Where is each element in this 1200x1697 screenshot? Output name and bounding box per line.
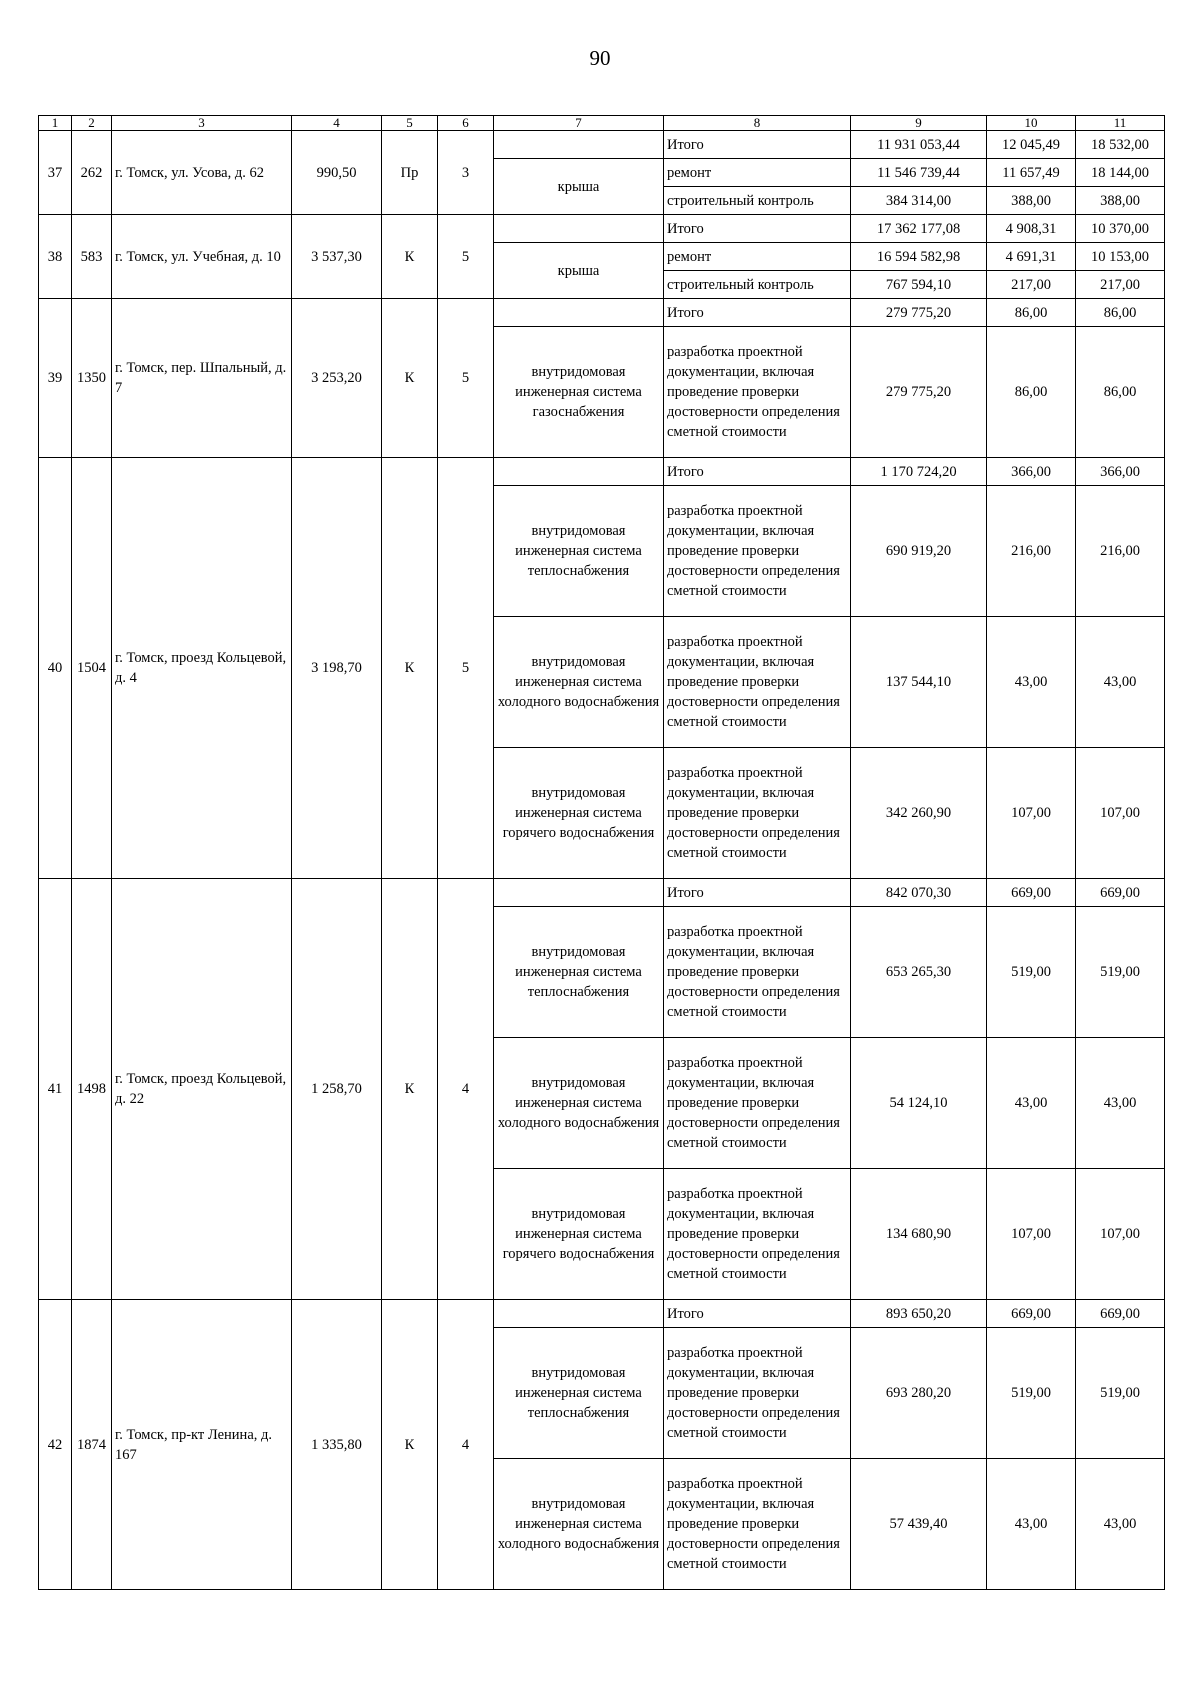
max-cost-cell: 10 370,00 bbox=[1076, 215, 1165, 243]
work-label-cell: Итого bbox=[664, 299, 851, 327]
cost-cell: 16 594 582,98 bbox=[851, 243, 987, 271]
object-code-cell: 1498 bbox=[72, 879, 112, 1300]
work-label-cell: разработка проектной документации, включая проведение проверки достоверности определения сметной стоимости bbox=[664, 1459, 851, 1590]
unit-cost-cell: 43,00 bbox=[987, 1038, 1076, 1169]
page-number: 90 bbox=[589, 46, 611, 70]
unit-cost-cell: 388,00 bbox=[987, 187, 1076, 215]
system-cell-empty bbox=[494, 299, 664, 327]
cost-cell: 342 260,90 bbox=[851, 748, 987, 879]
max-cost-cell: 43,00 bbox=[1076, 617, 1165, 748]
max-cost-cell: 216,00 bbox=[1076, 486, 1165, 617]
area-cell: 3 537,30 bbox=[292, 215, 382, 299]
area-cell: 1 335,80 bbox=[292, 1300, 382, 1590]
max-cost-cell: 519,00 bbox=[1076, 907, 1165, 1038]
cost-cell: 693 280,20 bbox=[851, 1328, 987, 1459]
object-code-cell: 583 bbox=[72, 215, 112, 299]
unit-cost-cell: 217,00 bbox=[987, 271, 1076, 299]
column-number: 10 bbox=[987, 116, 1076, 131]
work-label-cell: разработка проектной документации, включая проведение проверки достоверности определения сметной стоимости bbox=[664, 486, 851, 617]
address-cell: г. Томск, ул. Усова, д. 62 bbox=[112, 131, 292, 215]
object-code-cell: 1874 bbox=[72, 1300, 112, 1590]
system-cell: внутридомовая инженерная система теплоснабжения bbox=[494, 486, 664, 617]
object-code-cell: 1504 bbox=[72, 458, 112, 879]
cost-cell: 11 931 053,44 bbox=[851, 131, 987, 159]
cost-cell: 653 265,30 bbox=[851, 907, 987, 1038]
wall-type-cell: К bbox=[382, 879, 438, 1300]
object-code-cell: 1350 bbox=[72, 299, 112, 458]
column-number: 5 bbox=[382, 116, 438, 131]
work-label-cell: Итого bbox=[664, 215, 851, 243]
address-cell: г. Томск, пер. Шпальный, д. 7 bbox=[112, 299, 292, 458]
floors-cell: 5 bbox=[438, 215, 494, 299]
area-cell: 990,50 bbox=[292, 131, 382, 215]
column-number: 11 bbox=[1076, 116, 1165, 131]
unit-cost-cell: 107,00 bbox=[987, 748, 1076, 879]
max-cost-cell: 86,00 bbox=[1076, 299, 1165, 327]
system-cell: внутридомовая инженерная система теплоснабжения bbox=[494, 907, 664, 1038]
column-number-row bbox=[39, 116, 1165, 131]
cost-cell: 384 314,00 bbox=[851, 187, 987, 215]
wall-type-cell: К bbox=[382, 1300, 438, 1590]
work-label-cell: ремонт bbox=[664, 159, 851, 187]
max-cost-cell: 18 532,00 bbox=[1076, 131, 1165, 159]
column-number: 1 bbox=[39, 116, 72, 131]
unit-cost-cell: 669,00 bbox=[987, 1300, 1076, 1328]
work-label-cell: разработка проектной документации, включая проведение проверки достоверности определения сметной стоимости bbox=[664, 1328, 851, 1459]
max-cost-cell: 86,00 bbox=[1076, 327, 1165, 458]
wall-type-cell: К bbox=[382, 458, 438, 879]
total-row bbox=[39, 1300, 1165, 1328]
row-number-cell: 41 bbox=[39, 879, 72, 1300]
max-cost-cell: 10 153,00 bbox=[1076, 243, 1165, 271]
work-label-cell: Итого bbox=[664, 131, 851, 159]
cost-cell: 767 594,10 bbox=[851, 271, 987, 299]
unit-cost-cell: 86,00 bbox=[987, 327, 1076, 458]
cost-cell: 893 650,20 bbox=[851, 1300, 987, 1328]
max-cost-cell: 519,00 bbox=[1076, 1328, 1165, 1459]
unit-cost-cell: 43,00 bbox=[987, 617, 1076, 748]
wall-type-cell: К bbox=[382, 215, 438, 299]
max-cost-cell: 43,00 bbox=[1076, 1459, 1165, 1590]
area-cell: 3 253,20 bbox=[292, 299, 382, 458]
max-cost-cell: 107,00 bbox=[1076, 748, 1165, 879]
total-row bbox=[39, 458, 1165, 486]
cost-cell: 134 680,90 bbox=[851, 1169, 987, 1300]
unit-cost-cell: 216,00 bbox=[987, 486, 1076, 617]
unit-cost-cell: 519,00 bbox=[987, 1328, 1076, 1459]
max-cost-cell: 366,00 bbox=[1076, 458, 1165, 486]
cost-cell: 17 362 177,08 bbox=[851, 215, 987, 243]
max-cost-cell: 217,00 bbox=[1076, 271, 1165, 299]
work-label-cell: разработка проектной документации, включая проведение проверки достоверности определения сметной стоимости bbox=[664, 1038, 851, 1169]
system-cell: внутридомовая инженерная система холодного водоснабжения bbox=[494, 1038, 664, 1169]
max-cost-cell: 669,00 bbox=[1076, 1300, 1165, 1328]
row-number-cell: 42 bbox=[39, 1300, 72, 1590]
column-number: 9 bbox=[851, 116, 987, 131]
address-cell: г. Томск, проезд Кольцевой, д. 4 bbox=[112, 458, 292, 879]
total-row bbox=[39, 879, 1165, 907]
system-cell: крыша bbox=[494, 243, 664, 299]
area-cell: 3 198,70 bbox=[292, 458, 382, 879]
work-label-cell: строительный контроль bbox=[664, 187, 851, 215]
unit-cost-cell: 86,00 bbox=[987, 299, 1076, 327]
cost-cell: 1 170 724,20 bbox=[851, 458, 987, 486]
object-code-cell: 262 bbox=[72, 131, 112, 215]
work-label-cell: разработка проектной документации, включая проведение проверки достоверности определения сметной стоимости bbox=[664, 1169, 851, 1300]
unit-cost-cell: 107,00 bbox=[987, 1169, 1076, 1300]
floors-cell: 4 bbox=[438, 1300, 494, 1590]
work-label-cell: Итого bbox=[664, 458, 851, 486]
total-row bbox=[39, 215, 1165, 243]
unit-cost-cell: 4 908,31 bbox=[987, 215, 1076, 243]
system-cell: внутридомовая инженерная система теплоснабжения bbox=[494, 1328, 664, 1459]
system-cell-empty bbox=[494, 215, 664, 243]
total-row bbox=[39, 131, 1165, 159]
system-cell-empty bbox=[494, 1300, 664, 1328]
max-cost-cell: 388,00 bbox=[1076, 187, 1165, 215]
column-number: 8 bbox=[664, 116, 851, 131]
cost-cell: 137 544,10 bbox=[851, 617, 987, 748]
unit-cost-cell: 11 657,49 bbox=[987, 159, 1076, 187]
area-cell: 1 258,70 bbox=[292, 879, 382, 1300]
cost-cell: 842 070,30 bbox=[851, 879, 987, 907]
work-label-cell: ремонт bbox=[664, 243, 851, 271]
work-label-cell: разработка проектной документации, включая проведение проверки достоверности определения сметной стоимости bbox=[664, 617, 851, 748]
cost-cell: 279 775,20 bbox=[851, 327, 987, 458]
row-number-cell: 39 bbox=[39, 299, 72, 458]
cost-cell: 57 439,40 bbox=[851, 1459, 987, 1590]
address-cell: г. Томск, пр-кт Ленина, д. 167 bbox=[112, 1300, 292, 1590]
system-cell: внутридомовая инженерная система холодного водоснабжения bbox=[494, 1459, 664, 1590]
cost-cell: 690 919,20 bbox=[851, 486, 987, 617]
unit-cost-cell: 12 045,49 bbox=[987, 131, 1076, 159]
unit-cost-cell: 43,00 bbox=[987, 1459, 1076, 1590]
work-label-cell: разработка проектной документации, включая проведение проверки достоверности определения сметной стоимости bbox=[664, 327, 851, 458]
column-number: 4 bbox=[292, 116, 382, 131]
work-label-cell: Итого bbox=[664, 1300, 851, 1328]
floors-cell: 5 bbox=[438, 299, 494, 458]
max-cost-cell: 669,00 bbox=[1076, 879, 1165, 907]
cost-cell: 279 775,20 bbox=[851, 299, 987, 327]
column-number: 3 bbox=[112, 116, 292, 131]
floors-cell: 4 bbox=[438, 879, 494, 1300]
max-cost-cell: 107,00 bbox=[1076, 1169, 1165, 1300]
address-cell: г. Томск, ул. Учебная, д. 10 bbox=[112, 215, 292, 299]
unit-cost-cell: 366,00 bbox=[987, 458, 1076, 486]
system-cell-empty bbox=[494, 879, 664, 907]
address-cell: г. Томск, проезд Кольцевой, д. 22 bbox=[112, 879, 292, 1300]
work-label-cell: строительный контроль bbox=[664, 271, 851, 299]
system-cell-empty bbox=[494, 458, 664, 486]
row-number-cell: 37 bbox=[39, 131, 72, 215]
column-number: 7 bbox=[494, 116, 664, 131]
column-number: 6 bbox=[438, 116, 494, 131]
system-cell: внутридомовая инженерная система газоснабжения bbox=[494, 327, 664, 458]
cost-cell: 54 124,10 bbox=[851, 1038, 987, 1169]
system-cell: крыша bbox=[494, 159, 664, 215]
max-cost-cell: 18 144,00 bbox=[1076, 159, 1165, 187]
work-label-cell: Итого bbox=[664, 879, 851, 907]
row-number-cell: 38 bbox=[39, 215, 72, 299]
unit-cost-cell: 669,00 bbox=[987, 879, 1076, 907]
system-cell: внутридомовая инженерная система горячего водоснабжения bbox=[494, 1169, 664, 1300]
unit-cost-cell: 519,00 bbox=[987, 907, 1076, 1038]
wall-type-cell: К bbox=[382, 299, 438, 458]
max-cost-cell: 43,00 bbox=[1076, 1038, 1165, 1169]
system-cell: внутридомовая инженерная система холодного водоснабжения bbox=[494, 617, 664, 748]
system-cell-empty bbox=[494, 131, 664, 159]
unit-cost-cell: 4 691,31 bbox=[987, 243, 1076, 271]
row-number-cell: 40 bbox=[39, 458, 72, 879]
floors-cell: 5 bbox=[438, 458, 494, 879]
system-cell: внутридомовая инженерная система горячего водоснабжения bbox=[494, 748, 664, 879]
capital-repair-table bbox=[38, 115, 1165, 1590]
cost-cell: 11 546 739,44 bbox=[851, 159, 987, 187]
floors-cell: 3 bbox=[438, 131, 494, 215]
total-row bbox=[39, 299, 1165, 327]
column-number: 2 bbox=[72, 116, 112, 131]
work-label-cell: разработка проектной документации, включая проведение проверки достоверности определения сметной стоимости bbox=[664, 748, 851, 879]
wall-type-cell: Пр bbox=[382, 131, 438, 215]
work-label-cell: разработка проектной документации, включая проведение проверки достоверности определения сметной стоимости bbox=[664, 907, 851, 1038]
